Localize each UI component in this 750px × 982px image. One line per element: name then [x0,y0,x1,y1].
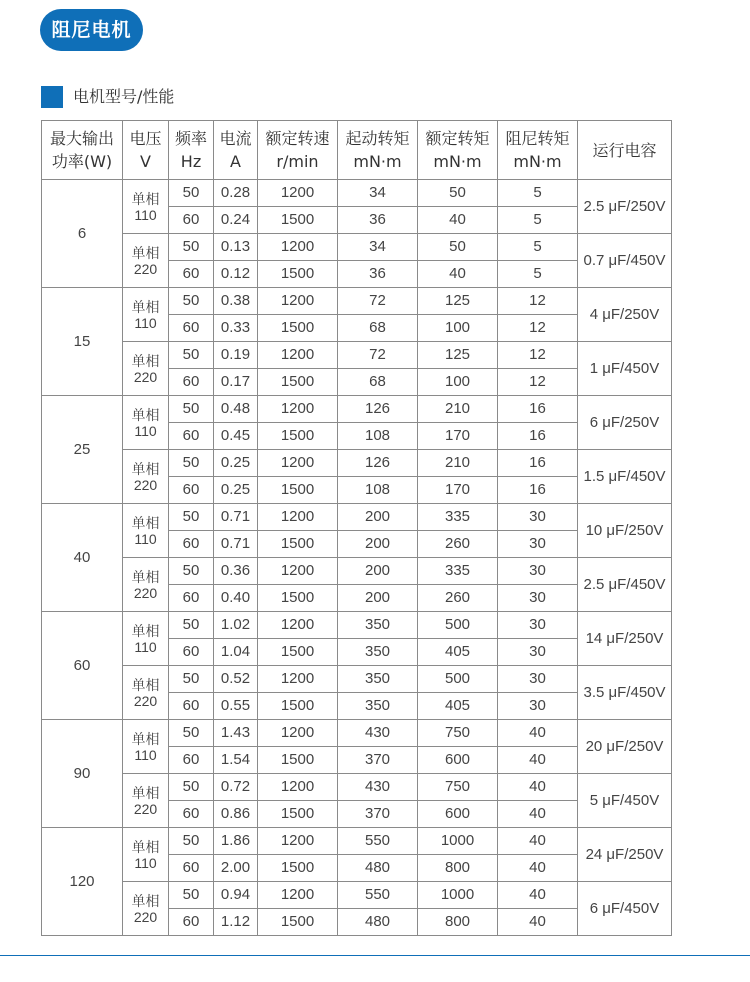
frequency-cell: 50 [169,666,214,693]
voltage-cell [123,828,169,882]
frequency-cell: 50 [169,558,214,585]
frequency-cell: 50 [169,612,214,639]
damping-torque-cell: 12 [498,342,578,369]
run-capacitor-cell: 2.5 μF/450V [578,558,672,612]
frequency-cell: 60 [169,315,214,342]
current-cell: 2.00 [214,855,258,882]
rated-speed-cell: 1200 [258,288,338,315]
voltage-value: 220 [133,908,158,925]
frequency-cell: 60 [169,261,214,288]
table-row [42,288,672,315]
damping-torque-cell: 12 [498,369,578,396]
power-cell: 90 [42,720,123,828]
power-cell: 6 [42,180,123,288]
frequency-cell: 50 [169,882,214,909]
frequency-cell: 60 [169,477,214,504]
power-cell: 15 [42,288,123,396]
frequency-cell: 50 [169,828,214,855]
damping-torque-cell: 30 [498,666,578,693]
rated-torque-cell: 260 [418,531,498,558]
voltage-phase-label: 单相 [131,676,160,693]
rated-torque-cell: 1000 [418,828,498,855]
damping-torque-cell: 40 [498,801,578,828]
rated-speed-cell: 1500 [258,369,338,396]
rated-torque-cell: 500 [418,612,498,639]
rated-speed-cell: 1500 [258,585,338,612]
starting-torque-cell: 68 [338,369,418,396]
current-cell: 0.25 [214,477,258,504]
starting-torque-cell: 72 [338,342,418,369]
current-cell: 1.86 [214,828,258,855]
starting-torque-cell: 350 [338,693,418,720]
voltage-phase-label: 单相 [131,568,160,585]
current-cell: 0.52 [214,666,258,693]
frequency-cell: 60 [169,423,214,450]
run-capacitor-cell: 6 μF/250V [578,396,672,450]
voltage-cell [123,342,169,396]
rated-speed-cell: 1200 [258,666,338,693]
rated-torque-cell: 170 [418,423,498,450]
damping-torque-cell: 16 [498,423,578,450]
rated-torque-cell: 125 [418,342,498,369]
damping-torque-cell: 12 [498,288,578,315]
header-voltage: 电压 V [123,121,169,180]
current-cell: 0.94 [214,882,258,909]
starting-torque-cell: 126 [338,396,418,423]
current-cell: 0.25 [214,450,258,477]
power-cell: 60 [42,612,123,720]
current-cell: 0.48 [214,396,258,423]
starting-torque-cell: 200 [338,585,418,612]
voltage-phase-label: 单相 [131,730,160,747]
table-row [42,450,672,477]
voltage-value: 220 [133,584,158,601]
table-row [42,342,672,369]
run-capacitor-cell: 5 μF/450V [578,774,672,828]
current-cell: 0.86 [214,801,258,828]
frequency-cell: 60 [169,747,214,774]
header-run-capacitor: 运行电容 [578,121,672,180]
rated-torque-cell: 750 [418,720,498,747]
rated-torque-cell: 210 [418,396,498,423]
starting-torque-cell: 126 [338,450,418,477]
power-cell: 25 [42,396,123,504]
damping-torque-cell: 40 [498,774,578,801]
damping-torque-cell: 5 [498,180,578,207]
rated-torque-cell: 40 [418,261,498,288]
voltage-value: 220 [133,800,158,817]
current-cell: 0.24 [214,207,258,234]
starting-torque-cell: 480 [338,909,418,936]
current-cell: 1.43 [214,720,258,747]
damping-torque-cell: 40 [498,909,578,936]
current-cell: 1.12 [214,909,258,936]
current-cell: 0.28 [214,180,258,207]
frequency-cell: 50 [169,450,214,477]
starting-torque-cell: 480 [338,855,418,882]
header-max-output-power: 最大输出 功率(W) [42,121,123,180]
voltage-cell [123,612,169,666]
voltage-value: 220 [133,260,158,277]
footer-divider [0,955,750,956]
rated-speed-cell: 1500 [258,261,338,288]
run-capacitor-cell: 6 μF/450V [578,882,672,936]
rated-speed-cell: 1500 [258,531,338,558]
run-capacitor-cell: 14 μF/250V [578,612,672,666]
rated-torque-cell: 170 [418,477,498,504]
rated-speed-cell: 1500 [258,207,338,234]
rated-torque-cell: 800 [418,855,498,882]
table-row [42,720,672,747]
table-row [42,504,672,531]
rated-speed-cell: 1500 [258,693,338,720]
voltage-value: 110 [134,422,157,439]
voltage-phase-label: 单相 [131,460,160,477]
table-row [42,882,672,909]
voltage-value: 110 [134,206,157,223]
current-cell: 0.72 [214,774,258,801]
current-cell: 0.17 [214,369,258,396]
damping-torque-cell: 30 [498,612,578,639]
frequency-cell: 50 [169,342,214,369]
starting-torque-cell: 370 [338,801,418,828]
voltage-value: 220 [133,692,158,709]
current-cell: 0.12 [214,261,258,288]
damping-torque-cell: 40 [498,855,578,882]
frequency-cell: 60 [169,207,214,234]
frequency-cell: 60 [169,531,214,558]
run-capacitor-cell: 20 μF/250V [578,720,672,774]
section-marker-square [41,86,63,108]
rated-speed-cell: 1200 [258,774,338,801]
table-row [42,774,672,801]
starting-torque-cell: 200 [338,504,418,531]
frequency-cell: 60 [169,639,214,666]
header-rated-torque: 额定转矩 mN·m [418,121,498,180]
voltage-cell [123,774,169,828]
voltage-value: 220 [133,368,158,385]
run-capacitor-cell: 1 μF/450V [578,342,672,396]
voltage-phase-label: 单相 [131,406,160,423]
current-cell: 0.13 [214,234,258,261]
table-row [42,612,672,639]
current-cell: 1.54 [214,747,258,774]
current-cell: 0.19 [214,342,258,369]
voltage-phase-label: 单相 [131,190,160,207]
rated-speed-cell: 1500 [258,909,338,936]
rated-torque-cell: 800 [418,909,498,936]
frequency-cell: 50 [169,504,214,531]
starting-torque-cell: 36 [338,261,418,288]
starting-torque-cell: 200 [338,558,418,585]
header-damping-torque: 阻尼转矩 mN·m [498,121,578,180]
voltage-cell [123,288,169,342]
rated-speed-cell: 1500 [258,423,338,450]
frequency-cell: 50 [169,234,214,261]
section-title: 电机型号/性能 [73,87,175,106]
run-capacitor-cell: 0.7 μF/450V [578,234,672,288]
rated-torque-cell: 405 [418,639,498,666]
rated-speed-cell: 1200 [258,504,338,531]
starting-torque-cell: 200 [338,531,418,558]
rated-speed-cell: 1500 [258,477,338,504]
frequency-cell: 50 [169,396,214,423]
voltage-phase-label: 单相 [131,838,160,855]
current-cell: 0.36 [214,558,258,585]
rated-torque-cell: 210 [418,450,498,477]
rated-speed-cell: 1200 [258,234,338,261]
starting-torque-cell: 350 [338,639,418,666]
frequency-cell: 50 [169,180,214,207]
rated-speed-cell: 1200 [258,882,338,909]
rated-torque-cell: 750 [418,774,498,801]
starting-torque-cell: 430 [338,774,418,801]
table-header-row [42,121,672,180]
rated-torque-cell: 125 [418,288,498,315]
voltage-value: 110 [134,854,157,871]
run-capacitor-cell: 3.5 μF/450V [578,666,672,720]
damping-torque-cell: 30 [498,693,578,720]
voltage-value: 110 [134,746,157,763]
rated-speed-cell: 1500 [258,855,338,882]
voltage-phase-label: 单相 [131,352,160,369]
frequency-cell: 60 [169,369,214,396]
rated-torque-cell: 335 [418,558,498,585]
rated-torque-cell: 100 [418,315,498,342]
voltage-value: 110 [134,314,157,331]
voltage-value: 110 [134,530,157,547]
current-cell: 0.33 [214,315,258,342]
voltage-phase-label: 单相 [131,622,160,639]
rated-torque-cell: 405 [418,693,498,720]
frequency-cell: 60 [169,801,214,828]
damping-torque-cell: 5 [498,207,578,234]
starting-torque-cell: 34 [338,180,418,207]
starting-torque-cell: 72 [338,288,418,315]
rated-speed-cell: 1200 [258,396,338,423]
rated-speed-cell: 1200 [258,612,338,639]
run-capacitor-cell: 2.5 μF/250V [578,180,672,234]
header-rated-speed: 额定转速 r/min [258,121,338,180]
starting-torque-cell: 36 [338,207,418,234]
damping-torque-cell: 40 [498,882,578,909]
voltage-cell [123,450,169,504]
frequency-cell: 50 [169,774,214,801]
rated-torque-cell: 500 [418,666,498,693]
damping-torque-cell: 30 [498,504,578,531]
damping-torque-cell: 40 [498,720,578,747]
header-starting-torque: 起动转矩 mN·m [338,121,418,180]
damping-torque-cell: 40 [498,747,578,774]
power-cell: 120 [42,828,123,936]
starting-torque-cell: 550 [338,828,418,855]
voltage-cell [123,720,169,774]
voltage-cell [123,558,169,612]
frequency-cell: 50 [169,288,214,315]
starting-torque-cell: 430 [338,720,418,747]
rated-speed-cell: 1200 [258,450,338,477]
starting-torque-cell: 370 [338,747,418,774]
starting-torque-cell: 350 [338,612,418,639]
current-cell: 0.38 [214,288,258,315]
frequency-cell: 50 [169,720,214,747]
voltage-phase-label: 单相 [131,244,160,261]
damping-torque-cell: 16 [498,450,578,477]
rated-speed-cell: 1200 [258,828,338,855]
table-row [42,180,672,207]
damping-torque-cell: 16 [498,396,578,423]
voltage-cell [123,396,169,450]
damping-torque-cell: 40 [498,828,578,855]
rated-torque-cell: 100 [418,369,498,396]
motor-spec-table [41,120,672,936]
run-capacitor-cell: 24 μF/250V [578,828,672,882]
rated-torque-cell: 335 [418,504,498,531]
frequency-cell: 60 [169,909,214,936]
starting-torque-cell: 34 [338,234,418,261]
voltage-cell [123,180,169,234]
rated-torque-cell: 1000 [418,882,498,909]
frequency-cell: 60 [169,585,214,612]
rated-torque-cell: 40 [418,207,498,234]
rated-speed-cell: 1200 [258,720,338,747]
current-cell: 1.04 [214,639,258,666]
rated-torque-cell: 600 [418,747,498,774]
voltage-phase-label: 单相 [131,514,160,531]
damping-torque-cell: 30 [498,531,578,558]
voltage-cell [123,234,169,288]
rated-speed-cell: 1200 [258,342,338,369]
run-capacitor-cell: 1.5 μF/450V [578,450,672,504]
run-capacitor-cell: 10 μF/250V [578,504,672,558]
voltage-phase-label: 单相 [131,784,160,801]
voltage-value: 220 [133,476,158,493]
current-cell: 0.71 [214,504,258,531]
rated-torque-cell: 50 [418,234,498,261]
table-row [42,558,672,585]
starting-torque-cell: 108 [338,477,418,504]
run-capacitor-cell: 4 μF/250V [578,288,672,342]
starting-torque-cell: 108 [338,423,418,450]
power-cell: 40 [42,504,123,612]
frequency-cell: 60 [169,855,214,882]
starting-torque-cell: 550 [338,882,418,909]
current-cell: 0.45 [214,423,258,450]
voltage-phase-label: 单相 [131,892,160,909]
voltage-cell [123,882,169,936]
damping-torque-cell: 12 [498,315,578,342]
rated-torque-cell: 600 [418,801,498,828]
current-cell: 1.02 [214,612,258,639]
voltage-phase-label: 单相 [131,298,160,315]
page-title: 阻尼电机 [40,9,143,51]
rated-speed-cell: 1200 [258,558,338,585]
header-frequency: 频率 Hz [169,121,214,180]
rated-speed-cell: 1500 [258,315,338,342]
table-row [42,234,672,261]
current-cell: 0.55 [214,693,258,720]
voltage-cell [123,504,169,558]
starting-torque-cell: 350 [338,666,418,693]
damping-torque-cell: 5 [498,234,578,261]
damping-torque-cell: 30 [498,639,578,666]
table-row [42,828,672,855]
damping-torque-cell: 30 [498,558,578,585]
table-row [42,396,672,423]
frequency-cell: 60 [169,693,214,720]
damping-torque-cell: 5 [498,261,578,288]
table-row [42,666,672,693]
rated-speed-cell: 1500 [258,639,338,666]
voltage-value: 110 [134,638,157,655]
rated-torque-cell: 260 [418,585,498,612]
header-current: 电流 A [214,121,258,180]
rated-speed-cell: 1200 [258,180,338,207]
rated-speed-cell: 1500 [258,747,338,774]
rated-torque-cell: 50 [418,180,498,207]
current-cell: 0.40 [214,585,258,612]
voltage-cell [123,666,169,720]
damping-torque-cell: 16 [498,477,578,504]
starting-torque-cell: 68 [338,315,418,342]
damping-torque-cell: 30 [498,585,578,612]
current-cell: 0.71 [214,531,258,558]
rated-speed-cell: 1500 [258,801,338,828]
